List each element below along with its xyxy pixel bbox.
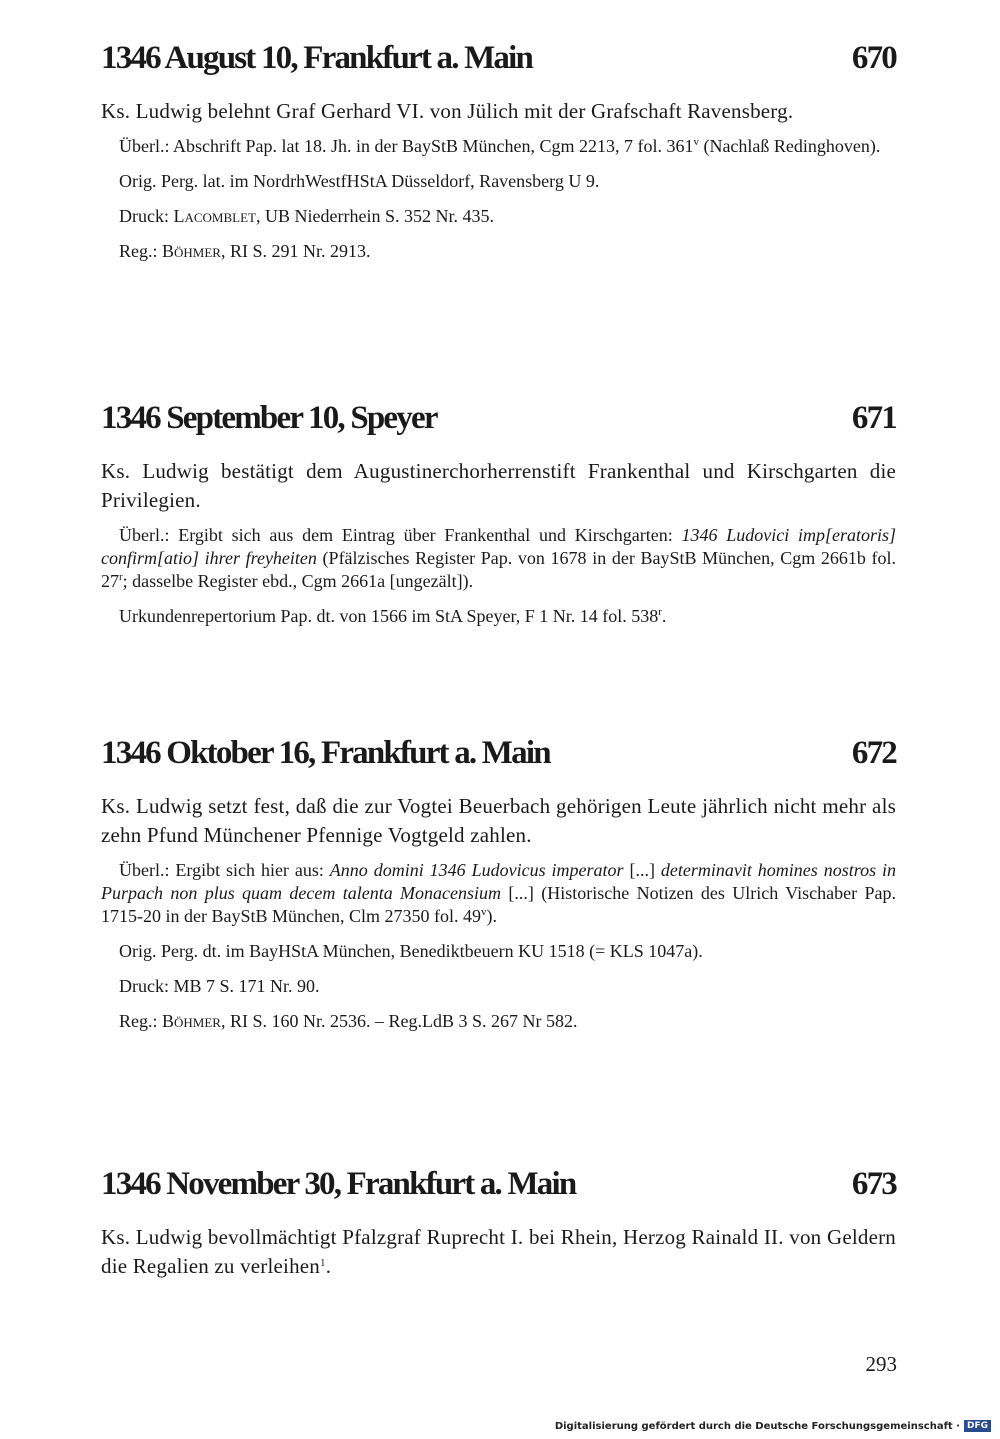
note-repertorium: Urkundenrepertorium Pap. dt. von 1566 im StA Speyer, F 1 Nr. 14 fol. 538$^r$. [119, 606, 667, 626]
note-original: Orig. Perg. lat. im NordrhWestfHStA Düsseldorf, Ravensberg U 9. [119, 171, 600, 191]
page-number: 293 [865, 1352, 897, 1376]
entry-summary: Ks. Ludwig bestätigt dem Augustinerchorherrenstift Frankenthal und Kirschgarten die Privilegien. [101, 459, 896, 512]
dfg-footer [555, 1420, 991, 1432]
entry-date-place: 1346 Oktober 16, Frankfurt a. Main [101, 735, 550, 771]
entry-number: 671 [851, 400, 896, 436]
entry-671 [101, 398, 896, 628]
note-transmission: Überl.: Abschrift Pap. lat 18. Jh. in der BayStB München, Cgm 2213, 7 fol. 361$^v$ (Nachlaß Redinghoven). [119, 136, 881, 156]
entry-summary: Ks. Ludwig setzt fest, daß die zur Vogtei Beuerbach gehörigen Leute jährlich nicht mehr als zehn Pfund Münchener Pfennige Vogtgeld zahlen. [101, 794, 896, 847]
note-transmission: Überl.: Ergibt sich hier aus: Anno domini 1346 Ludovicus imperator [...] determinavit homines nostros in Purpach non plus quam decem talenta Monacensium [...] (Historische Notizen des Ulrich Vischaber Pap. 1715-20 in der BayStB München, Clm 27350 fol. 49$^v$). [101, 860, 897, 926]
note-original: Orig. Perg. dt. im BayHStA München, Benediktbeuern KU 1518 (= KLS 1047a). [119, 941, 703, 961]
note-regest: Reg.: Böhmer, RI S. 291 Nr. 2913. [119, 241, 371, 261]
entry-heading [101, 38, 896, 78]
note-print: Druck: Lacomblet, UB Niederrhein S. 352 Nr. 435. [119, 206, 494, 226]
entry-672 [101, 733, 896, 1033]
entry-heading [101, 1164, 896, 1204]
entry-number: 672 [851, 735, 896, 771]
entry-heading [101, 733, 896, 773]
entry-673 [101, 1164, 896, 1281]
entry-number: 670 [851, 40, 896, 76]
note-transmission: Überl.: Ergibt sich aus dem Eintrag über Frankenthal und Kirschgarten: 1346 Ludovici imp[eratoris] confirm[atio] ihrer freyheiten (Pfälzisches Register Pap. von 1678 in der BayStB München, Cgm 2661b fol. 27$^r$; dasselbe Register ebd., Cgm 2661a [ungezält]). [101, 525, 897, 591]
entry-670 [101, 38, 896, 263]
entry-heading [101, 398, 896, 438]
entry-summary: Ks. Ludwig belehnt Graf Gerhard VI. von Jülich mit der Grafschaft Ravensberg. [101, 99, 794, 123]
note-regest: Reg.: Böhmer, RI S. 160 Nr. 2536. – Reg.LdB 3 S. 267 Nr 582. [119, 1011, 578, 1031]
entry-date-place: 1346 November 30, Frankfurt a. Main [101, 1166, 576, 1202]
entry-date-place: 1346 August 10, Frankfurt a. Main [101, 40, 533, 76]
entry-summary: Ks. Ludwig bevollmächtigt Pfalzgraf Ruprecht I. bei Rhein, Herzog Rainald II. von Geldern die Regalien zu verleihen$^1$. [101, 1225, 896, 1278]
dfg-logo: DFG [964, 1420, 991, 1432]
entry-number: 673 [851, 1166, 896, 1202]
footer-text: Digitalisierung gefördert durch die Deutsche Forschungsgemeinschaft · [554, 1420, 960, 1432]
note-print: Druck: MB 7 S. 171 Nr. 90. [119, 976, 320, 996]
footnote-marker: 1 [320, 1257, 326, 1269]
entry-date-place: 1346 September 10, Speyer [101, 400, 437, 436]
